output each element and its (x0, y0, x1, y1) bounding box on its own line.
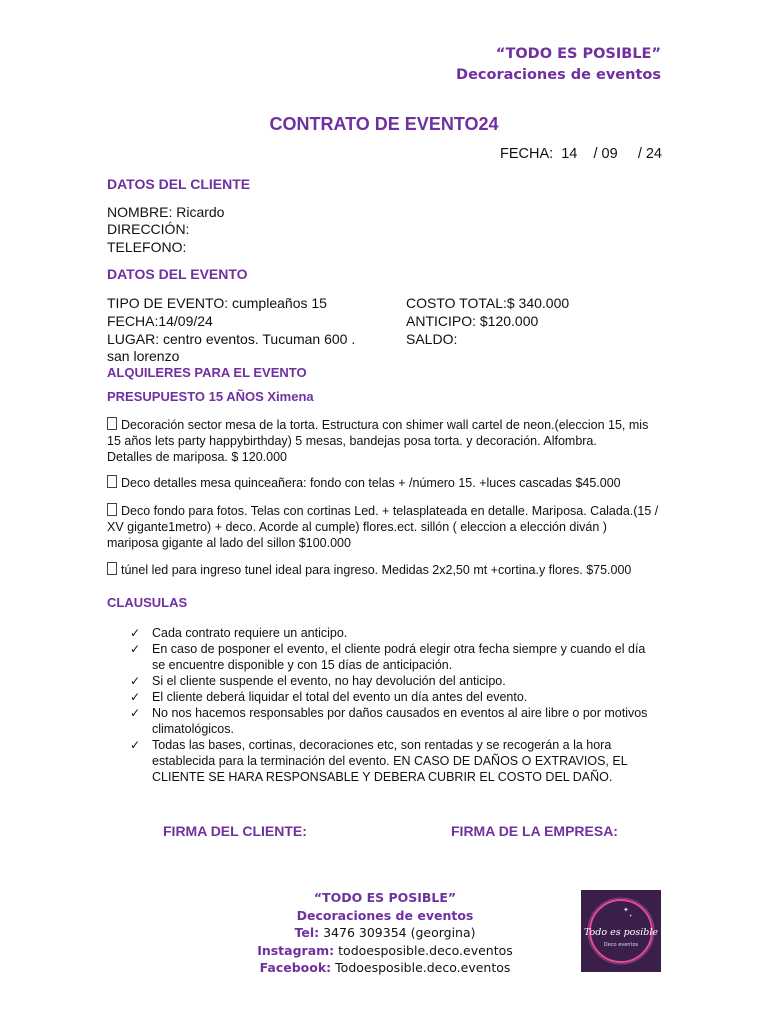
footer-tel: Tel: 3476 309354 (georgina) (294, 925, 476, 940)
rental-item: Decoración sector mesa de la torta. Estructura con shimer wall cartel de neon.(eleccion 15, mis 15 años lets party happybirthday) 5 mesas, bandejas posa torta. y decoración. Alfombra. Detalles de mariposa. $ 120.000 (107, 418, 649, 464)
contract-date (500, 146, 662, 162)
checkmark-icon: ✓ (130, 690, 141, 704)
clause-item: ✓ Cada contrato requiere un anticipo. (130, 626, 348, 640)
logo-script-text: Todo es posible (583, 927, 659, 938)
clause-item: ✓ No nos hacemos responsables por daños causados en eventos al aire libre o por motivos climatológicos. (130, 706, 648, 736)
company-logo (581, 890, 661, 972)
rental-item: Deco detalles mesa quinceañera: fondo con telas + /número 15. +luces cascadas $45.000 (107, 475, 667, 491)
svg-text:✦: ✦ (629, 913, 633, 918)
logo-small-text: Deco eventos (603, 942, 639, 948)
date-label: FECHA: (499, 146, 554, 162)
footer-instagram: Instagram: todoesposible.deco.eventos (257, 942, 513, 958)
company-signature-label: FIRMA DE LA EMPRESA: (451, 823, 618, 839)
clause-item: ✓ Todas las bases, cortinas, decoraciones etc, son rentadas y se recogerán a la hora establecida para la terminación del evento. EN CASO DE DAÑOS O EXTRAVIOS, EL CLIENTE SE HARA RESPONSABLE Y DEBERA CUBRIR EL COSTO DEL DAÑO. (130, 738, 628, 784)
checkmark-icon: ✓ (130, 642, 141, 656)
date-day: 14 (561, 146, 578, 162)
client-address: DIRECCIÓN: (107, 221, 190, 237)
checkmark-icon: ✓ (130, 738, 141, 752)
bullet-box-icon (107, 503, 117, 516)
bullet-box-icon (107, 475, 117, 488)
checkmark-icon: ✓ (130, 706, 141, 720)
rental-item: túnel led para ingreso tunel ideal para ingreso. Medidas 2x2,50 mt +cortina.y flores. $75.000 (107, 562, 667, 578)
event-balance: SALDO: (406, 331, 458, 347)
page-title: CONTRATO DE EVENTO24 (269, 114, 499, 134)
sparkle-icon: ✦ (623, 906, 629, 914)
footer-facebook: Facebook: Todoesposible.deco.eventos (259, 960, 511, 975)
header-slogan: “TODO ES POSIBLE” (495, 46, 661, 62)
budget-heading: PRESUPUESTO 15 AÑOS Ximena (107, 389, 314, 404)
header-subtitle: Decoraciones de eventos (456, 67, 661, 83)
client-phone: TELEFONO: (107, 239, 187, 255)
event-total-cost: COSTO TOTAL:$ 340.000 (406, 295, 570, 311)
client-name: NOMBRE: Ricardo (107, 204, 225, 220)
clauses-list (130, 625, 670, 785)
clause-item: ✓ Si el cliente suspende el evento, no hay devolución del anticipo. (130, 674, 506, 688)
footer-slogan: “TODO ES POSIBLE” (313, 890, 457, 905)
bullet-box-icon (107, 417, 117, 430)
rental-item: Deco fondo para fotos. Telas con cortinas Led. + telasplateada en detalle. Mariposa. Calada.(15 / XV gigante1metro) + deco. Acorde al cumple) flores.ect. sillón ( eleccion a elección diván ) mariposa gigante al lado del sillon $100.000 (107, 504, 659, 550)
event-place: LUGAR: centro eventos. Tucuman 600 . (107, 331, 356, 347)
event-type: TIPO DE EVENTO: cumpleaños 15 (107, 295, 327, 311)
date-month: / 09 (593, 146, 618, 162)
clauses-heading: CLAUSULAS (107, 595, 188, 610)
company-header (456, 44, 661, 86)
checkmark-icon: ✓ (130, 674, 141, 688)
checkmark-icon: ✓ (130, 626, 141, 640)
clause-item: ✓ En caso de posponer el evento, el cliente podrá elegir otra fecha siempre y cuando el día se encuentre disponible y con 15 días de anticipación. (130, 642, 646, 672)
event-heading: DATOS DEL EVENTO (107, 266, 248, 282)
event-place-city: san lorenzo (107, 348, 180, 364)
client-heading: DATOS DEL CLIENTE (107, 176, 251, 192)
client-signature-label: FIRMA DEL CLIENTE: (163, 823, 307, 839)
date-year: / 24 (637, 146, 662, 162)
clause-item: ✓ El cliente deberá liquidar el total del evento un día antes del evento. (130, 690, 528, 704)
logo-graphic (581, 890, 661, 972)
footer-subtitle: Decoraciones de eventos (296, 907, 474, 923)
bullet-box-icon (107, 562, 117, 575)
event-deposit: ANTICIPO: $120.000 (406, 313, 539, 329)
event-date: FECHA:14/09/24 (107, 313, 213, 329)
rentals-heading: ALQUILERES PARA EL EVENTO (107, 365, 307, 380)
footer-contact (220, 889, 550, 977)
